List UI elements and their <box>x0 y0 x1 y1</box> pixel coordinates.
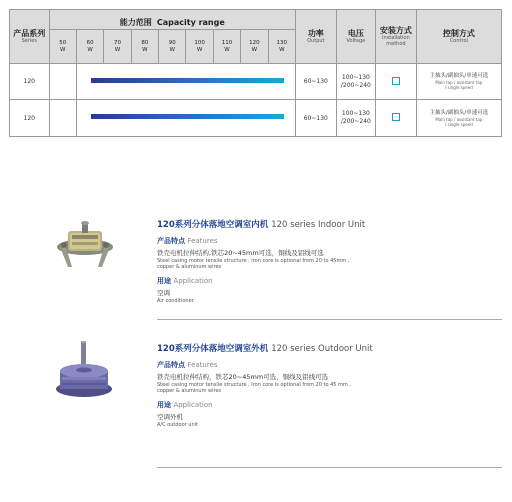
table-row <box>10 64 502 100</box>
divider <box>157 467 502 468</box>
install-checkbox[interactable] <box>392 113 400 121</box>
capacity-range-bar <box>91 114 284 119</box>
capacity-cell <box>49 64 76 100</box>
product-indoor-text <box>157 218 365 304</box>
capacity-header-zh: 能力范围 <box>119 18 152 27</box>
product-title: 120系列分体落地空调室内机 120 series Indoor Unit <box>157 220 366 230</box>
indoor-motor-icon <box>54 217 116 269</box>
product-title: 120系列分体落地空调室外机 120 series Outdoor Unit <box>157 344 373 354</box>
use-en: Air conditioner <box>157 298 194 304</box>
table-header-row <box>10 10 502 30</box>
series-header <box>10 10 50 64</box>
install-header <box>376 10 417 64</box>
application-heading: 用途 Application <box>157 277 213 285</box>
voltage-header-en: Voltage <box>346 38 366 44</box>
install-cell <box>376 100 417 137</box>
features-text-en-1: Steel casing motor tensile structure , iron core is optional from 20 to 45mm , <box>157 258 350 264</box>
features-text-en-2: copper & aluminum wires <box>157 388 222 394</box>
voltage-header-zh: 电压 <box>347 29 364 38</box>
series-header-en: Series <box>21 38 37 44</box>
capacity-header <box>49 10 295 30</box>
control-cell: 主抽头/副抽头/单速可选 Main tap / assistant tap / single speed <box>416 100 501 137</box>
divider <box>157 319 502 320</box>
install-cell <box>376 64 417 100</box>
application-heading: 用途 Application <box>157 401 213 409</box>
capacity-step: 50 W <box>49 30 76 64</box>
features-text-en-1: Steel casing motor tensile structure , iron core is optional from 20 to 45 mm , <box>157 382 351 388</box>
spec-table <box>9 9 502 137</box>
power-header <box>296 10 337 64</box>
capacity-step: 100 W <box>186 30 213 64</box>
capacity-step: 130 W <box>268 30 295 64</box>
voltage-cell: 100~130 /200~240 <box>336 64 376 100</box>
power-cell: 60~130 <box>296 100 337 137</box>
capacity-bar-cell <box>76 100 295 137</box>
control-header-zh: 控制方式 <box>442 29 475 38</box>
capacity-step: 80 W <box>131 30 158 64</box>
outdoor-motor-icon <box>54 341 114 399</box>
power-cell: 60~130 <box>296 64 337 100</box>
use-zh: 空调 <box>157 289 170 297</box>
control-header-en: Control <box>449 38 468 44</box>
features-text-zh: 铁壳电机拉伸结构,铁芯20~45mm可选，铜线及铝线可选 <box>157 249 324 257</box>
table-row <box>10 100 502 137</box>
use-en: A/C outdoor unit <box>157 422 198 428</box>
features-heading: 产品特点 Features <box>157 237 218 245</box>
power-header-zh: 功率 <box>307 29 324 38</box>
series-header-zh: 产品系列 <box>13 29 46 38</box>
capacity-step: 70 W <box>104 30 131 64</box>
power-header-en: Output <box>307 38 325 44</box>
install-header-zh: 安装方式 <box>379 26 412 35</box>
install-header-en: Installation method <box>382 35 410 47</box>
features-heading: 产品特点 Features <box>157 361 218 369</box>
capacity-step: 120 W <box>241 30 268 64</box>
use-zh: 空调外机 <box>157 413 183 421</box>
capacity-bar-cell <box>76 64 295 100</box>
capacity-step: 110 W <box>213 30 240 64</box>
capacity-step: 90 W <box>159 30 186 64</box>
series-cell: 120 <box>10 64 50 100</box>
series-cell: 120 <box>10 100 50 137</box>
capacity-step: 60 W <box>76 30 103 64</box>
control-header <box>416 10 501 64</box>
install-checkbox[interactable] <box>392 77 400 85</box>
features-text-en-2: copper & aluminum wires <box>157 264 222 270</box>
features-text-zh: 铁壳电机拉伸结构，铁芯20~45mm可选，铜线及铝线可选 <box>157 373 329 381</box>
voltage-cell: 100~130 /200~240 <box>336 100 376 137</box>
capacity-header-en: Capacity range <box>156 18 225 27</box>
voltage-header <box>336 10 376 64</box>
capacity-cell <box>49 100 76 137</box>
control-cell: 主抽头/副抽头/单速可选 Main tap / assistant tap / single speed <box>416 64 501 100</box>
capacity-range-bar <box>91 78 284 83</box>
product-outdoor-text <box>157 342 373 428</box>
